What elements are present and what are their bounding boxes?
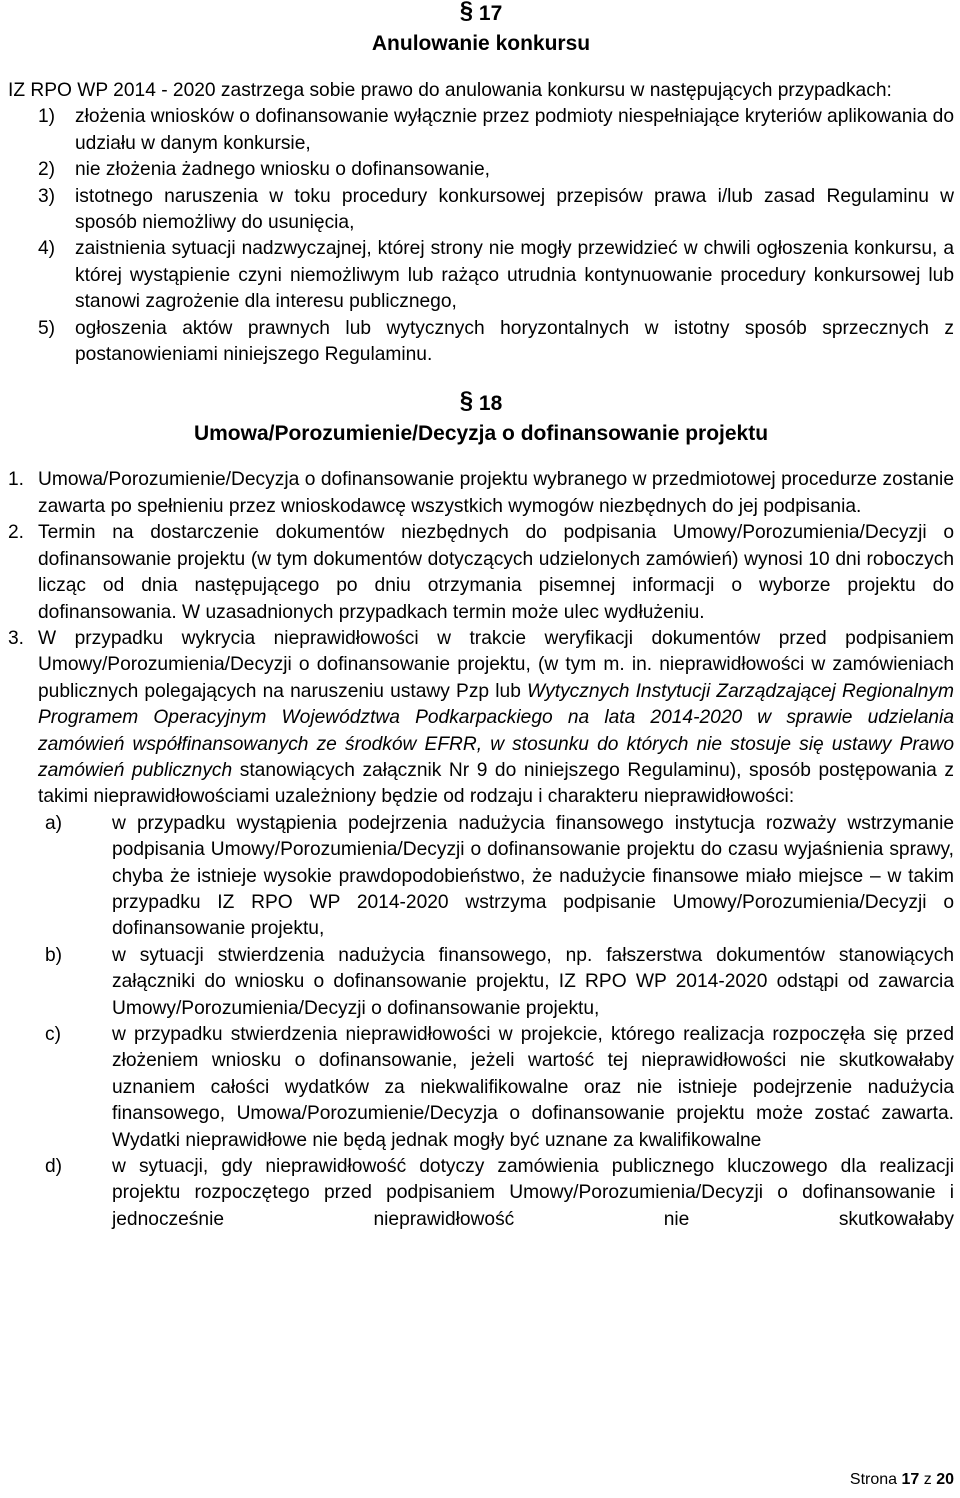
list-item-body xyxy=(38,626,954,811)
section-17-title: Anulowanie konkursu xyxy=(371,32,591,55)
list-item xyxy=(45,1022,954,1154)
list-item-number: 1. xyxy=(8,469,25,491)
list-item-text: nie złożenia żadnego wniosku o dofinansowanie, xyxy=(75,159,490,181)
list-item-text: stanowiących załącznik Nr 9 do niniejszego Regulaminu), sposób postępowania z takimi nieprawidłowościami uzależniony będzie od rodzaju i charakteru nieprawidłowości: xyxy=(38,759,954,808)
list-item-number: 4) xyxy=(38,238,56,260)
list-item-text: Termin na dostarczenie dokumentów niezbędnych do podpisania Umowy/Porozumienia/Decyzji o dofinansowanie projektu (w tym dokumentów dotyczących udzielonych zamówień) wynosi 10 dni roboczych licząc od dnia następującego po dniu otrzymania pisemnej informacji o wyborze projektu do dofinansowania. W uzasadnionych przypadkach termin może ulec wydłużeniu. xyxy=(38,522,954,623)
guidelines-title: Wytycznych Instytucji Zarządzającej Regionalnym Programem Operacyjnym Województwa Podkarpackiego na lata 2014-2020 w sprawie udzielania zamówień współfinansowanych ze środków EFRR, w stosunku do których nie stosuje się ustawy Prawo zamówień publicznych xyxy=(38,680,954,781)
page-label: Strona xyxy=(849,1471,898,1488)
list-item-letter: c) xyxy=(45,1024,61,1045)
section-18-title: Umowa/Porozumienie/Decyzja o dofinansowanie projektu xyxy=(193,422,769,446)
list-item-letter: b) xyxy=(45,944,63,966)
list-item-text: w sytuacji, gdy nieprawidłowość dotyczy zamówienia publicznego kluczowego dla realizacji projektu rozpoczętego przed podpisaniem Umowy/Porozumienia/Decyzji o dofinansowanie i jednocześnie nieprawidłowość nie skutkowałaby xyxy=(112,1156,954,1230)
list-item-text: w przypadku wystąpienia podejrzenia nadużycia finansowego instytucja rozważy wstrzymanie podpisania Umowy/Porozumienia/Decyzji o dofinansowanie projektu do czasu wyjaśnienia sprawy, chyba że istnieje wysokie prawdopodobieństwo, że nadużycie finansowe miało miejsce – w takim przypadku IZ RPO WP 2014-2020 wstrzyma podpisanie Umowy/Porozumienia/Decyzji o dofinansowanie projektu, xyxy=(112,812,954,940)
list-item xyxy=(8,467,954,520)
list-item-text: złożenia wniosków o dofinansowanie wyłącznie przez podmioty niespełniające kryteriów aplikowania do udziału w danym konkursie, xyxy=(75,106,954,154)
list-item-letter: a) xyxy=(45,812,63,834)
list-item xyxy=(45,811,954,943)
document-page xyxy=(8,0,954,1233)
page-footer xyxy=(850,1470,954,1490)
list-item-text: w sytuacji stwierdzenia nadużycia finansowego, np. fałszerstwa dokumentów stanowiących załączniki do wniosku o dofinansowanie projektu, IZ RPO WP 2014-2020 odstąpi od zawarcia Umowy/Porozumienia/Decyzji o dofinansowanie projektu, xyxy=(112,944,954,1019)
page-separator: z xyxy=(923,1471,932,1488)
subitem-list xyxy=(45,811,954,1234)
section-18 xyxy=(8,387,954,1233)
list-item xyxy=(8,520,954,626)
current-page-number: 17 xyxy=(901,1471,920,1488)
section-17 xyxy=(8,0,954,368)
list-item-text: zaistnienia sytuacji nadzwyczajnej, której strony nie mogły przewidzieć w chwili ogłoszenia konkursu, a której wystąpienie czyni niemożliwym lub rażąco utrudnia kontynuowanie procedury konkursowej lub stanowi zagrożenie dla interesu publicznego, xyxy=(75,238,954,313)
list-item xyxy=(38,184,954,237)
list-item xyxy=(38,236,954,315)
list-item-number: 2) xyxy=(38,159,56,181)
section-number: 17 xyxy=(478,2,503,25)
list-item xyxy=(45,1154,954,1233)
section-sign: § xyxy=(459,0,474,24)
list-item-number: 5) xyxy=(38,317,56,339)
list-item xyxy=(38,157,954,183)
list-item-text: w przypadku stwierdzenia nieprawidłowości w projekcie, którego realizacja rozpoczęła się przed złożeniem wniosku o dofinansowanie, jeżeli wartość tej nieprawidłowości nie skutkowałaby uznaniem całości wydatków za niekwalifikowalne oraz nie istnieje podejrzenie nadużycia finansowego, Umowa/Porozumienie/Decyzja o dofinansowanie projektu może zostać zawarta. Wydatki nieprawidłowe nie będą jednak mogły być uznane za kwalifikowalne xyxy=(112,1024,954,1151)
list-item-text: istotnego naruszenia w toku procedury konkursowej przepisów prawa i/lub zasad Regulaminu w sposób niemożliwy do usunięcia, xyxy=(75,185,954,234)
list-item xyxy=(8,626,954,811)
section-sign: § xyxy=(459,387,474,415)
list-item-number: 1) xyxy=(38,106,56,128)
list-item xyxy=(38,104,954,157)
list-item-text: ogłoszenia aktów prawnych lub wytycznych horyzontalnych w istotny sposób sprzecznych z postanowieniami niniejszego Regulaminu. xyxy=(75,317,954,366)
list-item xyxy=(38,316,954,369)
section-17-intro: IZ RPO WP 2014 - 2020 zastrzega sobie prawo do anulowania konkursu w następujących przypadkach: xyxy=(8,80,892,101)
list-item-number: 3. xyxy=(8,627,25,649)
list-item-text: W przypadku wykrycia nieprawidłowości w trakcie weryfikacji dokumentów przed podpisaniem Umowy/Porozumienia/Decyzji o dofinansowanie projektu, (w tym m. in. nieprawidłowości w zamówieniach publicznych polegających na naruszeniu ustawy Pzp lub xyxy=(38,627,954,702)
section-18-number xyxy=(8,387,954,417)
section-17-number xyxy=(8,0,954,27)
section-17-list xyxy=(38,104,954,368)
list-item xyxy=(45,943,954,1022)
list-item-number: 3) xyxy=(38,185,56,207)
list-item-number: 2. xyxy=(8,522,25,544)
list-item-text: Umowa/Porozumienie/Decyzja o dofinansowanie projektu wybranego w przedmiotowej procedurze zostanie zawarta po spełnieniu przez wnioskodawcę wszystkich wymogów niezbędnych do jej podpisania. xyxy=(38,469,954,517)
list-item-letter: d) xyxy=(45,1156,63,1178)
section-18-list xyxy=(8,467,954,810)
section-number: 18 xyxy=(478,392,503,416)
total-pages-number: 20 xyxy=(936,1471,954,1488)
